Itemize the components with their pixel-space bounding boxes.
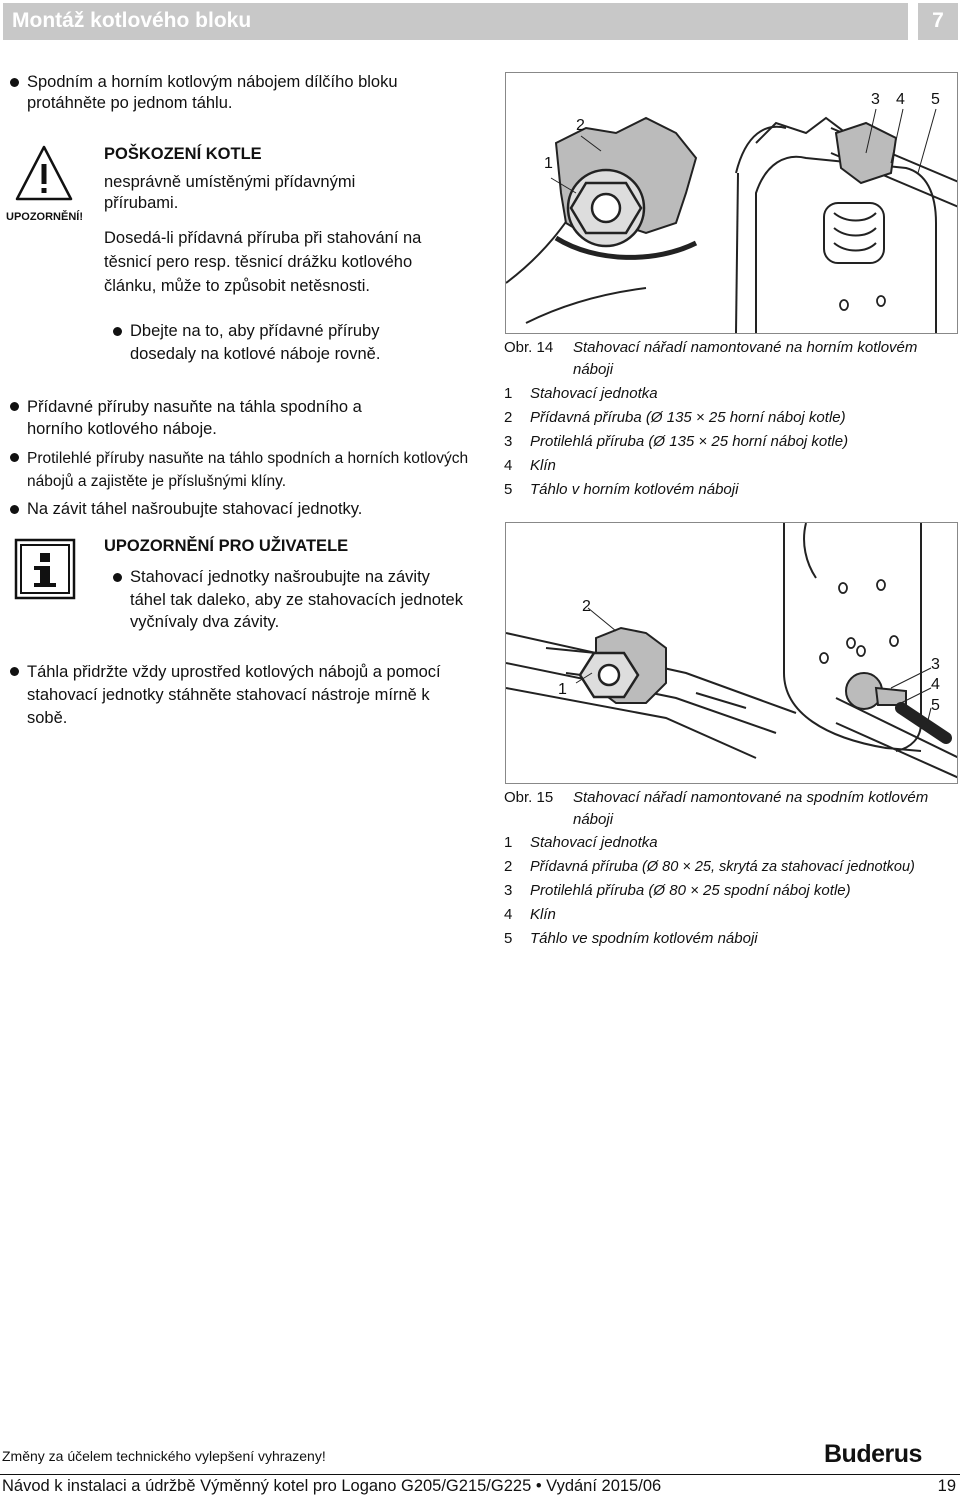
info-title: UPOZORNĚNÍ PRO UŽIVATELE <box>104 537 349 555</box>
chapter-number-box <box>918 3 958 40</box>
figure-14-caption-text: Stahovací nářadí namontované na horním kotlovém náboji <box>573 339 918 378</box>
fig15-label-2: 2 <box>582 598 591 615</box>
legend-item: 2 Přídavná příruba (Ø 135 × 25 horní náboj kotle) <box>504 409 846 426</box>
fig14-label-4: 4 <box>896 91 905 108</box>
legend-item: 5 Táhlo ve spodním kotlovém náboji <box>504 930 758 947</box>
legend-item: 4 Klín <box>504 906 556 923</box>
figure-14-illustration <box>505 72 958 334</box>
warning-text-1: nesprávně umístěnými přídavnými přírubami. <box>104 173 356 212</box>
figure-14-drawing <box>506 73 958 334</box>
figure-15-caption <box>504 787 959 831</box>
figure-15-illustration <box>505 522 958 784</box>
warning-title: POŠKOZENÍ KOTLE <box>104 145 262 163</box>
warning-text-2: Dosedá-li přídavná příruba při stahování na těsnicí pero resp. těsnicí drážku kotlového článku, může to způsobit netěsnosti. <box>104 229 422 295</box>
info-icon <box>14 538 76 600</box>
figure-15-caption-text: Stahovací nářadí namontované na spodním kotlovém náboji <box>573 789 929 828</box>
legend-item: 3 Protilehlá příruba (Ø 135 × 25 horní náboj kotle) <box>504 433 849 450</box>
page-number: 19 <box>937 1477 956 1495</box>
figure-14-legend <box>504 382 959 502</box>
fig14-label-5: 5 <box>931 91 940 108</box>
fig15-label-4: 4 <box>931 676 940 693</box>
step-bullet-4: Na závit táhel našroubujte stahovací jednotky. <box>10 499 470 520</box>
brand-logo: Buderus <box>824 1440 922 1468</box>
footer-disclaimer: Změny za účelem technického vylepšení vyhrazeny! <box>2 1448 326 1464</box>
fig14-label-3: 3 <box>871 91 880 108</box>
fig15-label-3: 3 <box>931 656 940 673</box>
warning-bullet: Dbejte na to, aby přídavné příruby dosedaly na kotlové náboje rovně. <box>113 320 443 366</box>
fig14-label-1: 1 <box>544 155 553 172</box>
warning-triangle-icon <box>14 144 74 204</box>
legend-item: 1 Stahovací jednotka <box>504 385 658 402</box>
legend-item: 3 Protilehlá příruba (Ø 80 × 25 spodní náboj kotle) <box>504 882 851 899</box>
info-bullet: Stahovací jednotky našroubujte na závity táhel tak daleko, aby ze stahovacích jednotek vyčnívaly dva závity. <box>113 566 463 634</box>
figure-14-number: Obr. 14 <box>504 339 554 356</box>
fig15-label-5: 5 <box>931 697 940 714</box>
fig15-label-1: 1 <box>558 681 567 698</box>
footer-divider <box>0 1474 960 1475</box>
legend-item: 2 Přídavná příruba (Ø 80 × 25, skrytá za stahovací jednotkou) <box>504 858 915 875</box>
figure-15-number: Obr. 15 <box>504 789 554 806</box>
step-bullet-1: Spodním a horním kotlovým nábojem dílčího bloku protáhněte po jednom táhlu. <box>10 72 470 114</box>
legend-item: 5 Táhlo v horním kotlovém náboji <box>504 481 739 498</box>
warning-label: UPOZORNĚNÍ! <box>6 211 83 223</box>
section-header <box>3 3 908 40</box>
footer-document-title: Návod k instalaci a údržbě Výměnný kotel pro Logano G205/G215/G225 • Vydání 2015/06 <box>2 1477 662 1495</box>
legend-item: 1 Stahovací jednotka <box>504 834 658 851</box>
step-bullet-5: Táhla přidržte vždy uprostřed kotlových nábojů a pomocí stahovací jednotky stáhněte stahovací nástroje mírně k sobě. <box>10 661 450 730</box>
chapter-number: 7 <box>932 9 944 32</box>
step-bullet-2: Přídavné příruby nasuňte na táhla spodního a horního kotlového náboje. <box>10 396 410 440</box>
fig14-label-2: 2 <box>576 117 585 134</box>
legend-item: 4 Klín <box>504 457 556 474</box>
figure-15-legend <box>504 831 959 951</box>
figure-14-caption <box>504 337 959 381</box>
step-bullet-3: Protilehlé příruby nasuňte na táhlo spodních a horních kotlových nábojů a zajistěte je příslušnými klíny. <box>10 447 470 493</box>
section-title: Montáž kotlového bloku <box>12 9 252 32</box>
figure-15-drawing <box>506 523 958 784</box>
